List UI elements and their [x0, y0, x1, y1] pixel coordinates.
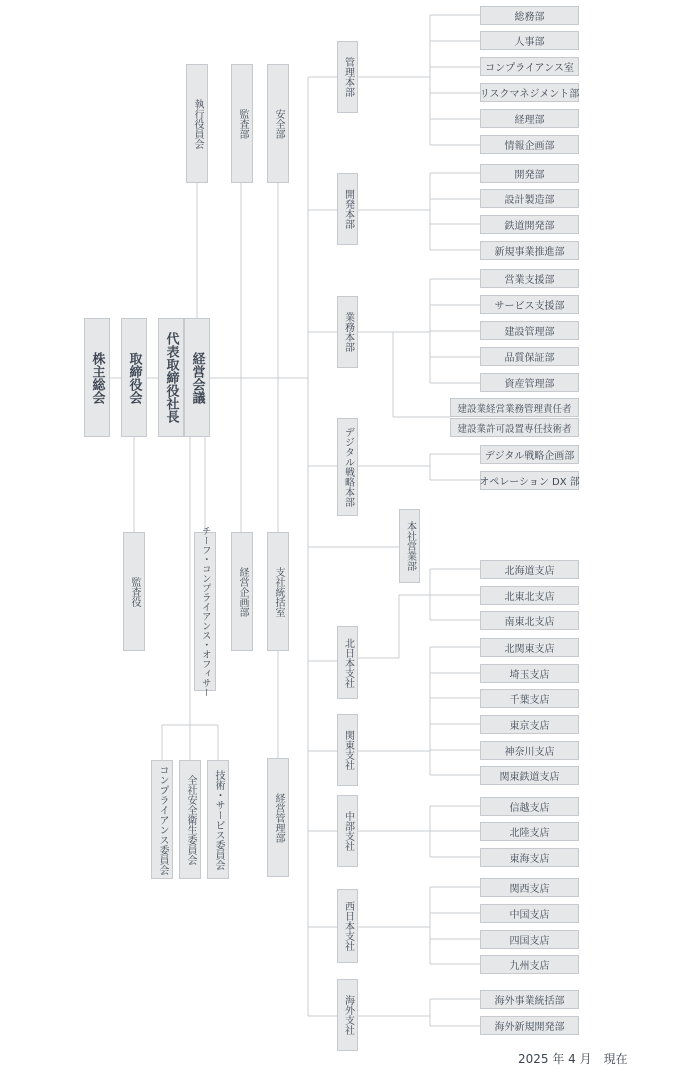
board-of-directors-box: [121, 318, 147, 437]
branch-box: [480, 904, 579, 923]
audit-dept-label: 監査部: [237, 108, 248, 139]
dept-box: [480, 445, 579, 464]
dept-box: [480, 347, 579, 366]
branch-label: 千葉支店: [509, 695, 550, 706]
dept-box: [480, 83, 579, 102]
division-digital-box: [337, 418, 358, 516]
dept-label: 人事部: [514, 37, 545, 48]
officer-box: [450, 418, 579, 437]
corporate-planning-label: 経営企画部: [237, 566, 248, 617]
division-kanto-box: [337, 714, 358, 786]
branch-label: 東海支店: [509, 854, 550, 865]
committee-box-safety-health: [179, 760, 201, 879]
as-of-date-value: 2025 年 4 月: [518, 1052, 592, 1066]
branch-label: 関東鉄道支店: [499, 772, 560, 783]
branch-label: 北関東支店: [504, 644, 555, 655]
committee-box-compliance: [151, 760, 173, 879]
division-label: 管理本部: [342, 57, 354, 97]
management-admin-label: 経営管理部: [273, 792, 284, 843]
division-admin-box: [337, 41, 358, 113]
committee-label: コンプライアンス委員会: [157, 764, 168, 875]
branch-label: 関西支店: [509, 884, 550, 895]
dept-label: 建設管理部: [504, 327, 555, 338]
committee-label: 全社安全衛生委員会: [185, 774, 196, 865]
shareholders-meeting-box: [84, 318, 110, 437]
auditor-label: 監査役: [129, 576, 140, 607]
dept-box: [480, 471, 579, 490]
dept-label: 設計製造部: [504, 195, 555, 206]
division-dev-box: [337, 173, 358, 245]
dept-label: 経理部: [514, 115, 545, 126]
division-label: 中部支社: [342, 811, 354, 851]
dept-box: [480, 135, 579, 154]
branch-control-office-label: 支社統括室: [273, 566, 284, 617]
corporate-planning-box: [231, 532, 253, 651]
dept-label: 海外事業統括部: [494, 996, 565, 1007]
branch-box: [480, 560, 579, 579]
officer-box: [450, 398, 579, 417]
board-of-directors-label: 取締役会: [126, 351, 142, 404]
branch-label: 北東北支店: [504, 592, 555, 603]
dept-label: 営業支援部: [504, 275, 555, 286]
branch-label: 信越支店: [509, 803, 550, 814]
branch-label: 東京支店: [509, 721, 550, 732]
dept-box: [480, 6, 579, 25]
branch-box: [480, 797, 579, 816]
management-council-box: [184, 318, 210, 437]
dept-box: [480, 990, 579, 1009]
cco-label: チーフ・コンプライアンス・オフィサー: [199, 526, 211, 697]
dept-label: 海外新規開発部: [494, 1022, 565, 1033]
branch-box: [480, 878, 579, 897]
safety-dept-label: 安全部: [273, 108, 284, 139]
president-label: 代表取締役社長: [163, 332, 179, 423]
president-box: [158, 318, 184, 437]
branch-box: [480, 741, 579, 760]
branch-label: 中国支店: [509, 910, 550, 921]
dept-box: [480, 373, 579, 392]
dept-box: [480, 109, 579, 128]
safety-dept-box: [267, 64, 289, 183]
dept-box: [480, 321, 579, 340]
committee-label: 技術・サービス委員会: [213, 769, 224, 870]
audit-dept-box: [231, 64, 253, 183]
division-kita-nihon-box: [337, 626, 358, 699]
committee-box-tech-service: [207, 760, 229, 879]
division-nishi-nihon-box: [337, 889, 358, 963]
division-label: 業務本部: [342, 312, 354, 352]
dept-box: [480, 31, 579, 50]
dept-label: リスクマネジメント部: [479, 89, 580, 100]
branch-label: 神奈川支店: [504, 747, 555, 758]
branch-control-office-box: [267, 532, 289, 651]
dept-label: 情報企画部: [504, 141, 555, 152]
branch-label: 九州支店: [509, 961, 550, 972]
division-overseas-box: [337, 979, 358, 1051]
branch-box: [480, 586, 579, 605]
hq-sales-box: [399, 509, 420, 583]
branch-label: 南東北支店: [504, 617, 555, 628]
branch-box: [480, 715, 579, 734]
officer-label: 建設業許可設置専任技術者: [457, 423, 572, 435]
dept-box: [480, 57, 579, 76]
branch-box: [480, 664, 579, 683]
division-chubu-box: [337, 795, 358, 867]
dept-label: オペレーション DX 部: [479, 477, 580, 488]
cco-box: [194, 526, 216, 697]
executive-officers-label: 執行役員会: [192, 98, 203, 149]
dept-label: 資産管理部: [504, 379, 555, 390]
dept-label: 開発部: [514, 170, 545, 181]
division-label: 海外支社: [342, 995, 354, 1035]
dept-label: コンプライアンス室: [485, 63, 574, 74]
branch-box: [480, 848, 579, 867]
branch-box: [480, 955, 579, 974]
dept-label: 鉄道開発部: [504, 221, 555, 232]
division-label: 開発本部: [342, 189, 354, 229]
dept-label: 品質保証部: [504, 353, 555, 364]
branch-box: [480, 766, 579, 785]
management-council-label: 経営会議: [189, 351, 205, 404]
as-of-date: [518, 1050, 640, 1067]
as-of-date-suffix: 現在: [603, 1052, 628, 1066]
branch-box: [480, 611, 579, 630]
shareholders-meeting-label: 株主総会: [89, 351, 105, 404]
dept-box: [480, 215, 579, 234]
dept-box: [480, 269, 579, 288]
dept-box: [480, 189, 579, 208]
dept-label: 総務部: [514, 12, 545, 23]
officer-label: 建設業経営業務管理責任者: [457, 403, 572, 415]
dept-label: サービス支援部: [494, 301, 565, 312]
auditor-box: [123, 532, 145, 651]
dept-box: [480, 295, 579, 314]
branch-label: 四国支店: [509, 936, 550, 947]
division-label: 西日本支社: [342, 901, 354, 951]
branch-box: [480, 930, 579, 949]
dept-box: [480, 241, 579, 260]
division-label: 関東支社: [342, 730, 354, 770]
dept-label: 新規事業推進部: [494, 247, 565, 258]
dept-label: デジタル戦略企画部: [484, 451, 575, 462]
executive-officers-box: [186, 64, 208, 183]
branch-label: 北海道支店: [504, 566, 555, 577]
management-admin-box: [267, 758, 289, 877]
branch-box: [480, 689, 579, 708]
branch-label: 北陸支店: [509, 828, 550, 839]
branch-box: [480, 822, 579, 841]
division-biz-box: [337, 296, 358, 368]
division-label: 本社営業部: [404, 521, 416, 571]
division-label: 北日本支社: [342, 637, 354, 688]
branch-label: 埼玉支店: [509, 670, 550, 681]
branch-box: [480, 638, 579, 657]
dept-box: [480, 1016, 579, 1035]
division-label: デジタル戦略本部: [342, 427, 354, 507]
dept-box: [480, 164, 579, 183]
